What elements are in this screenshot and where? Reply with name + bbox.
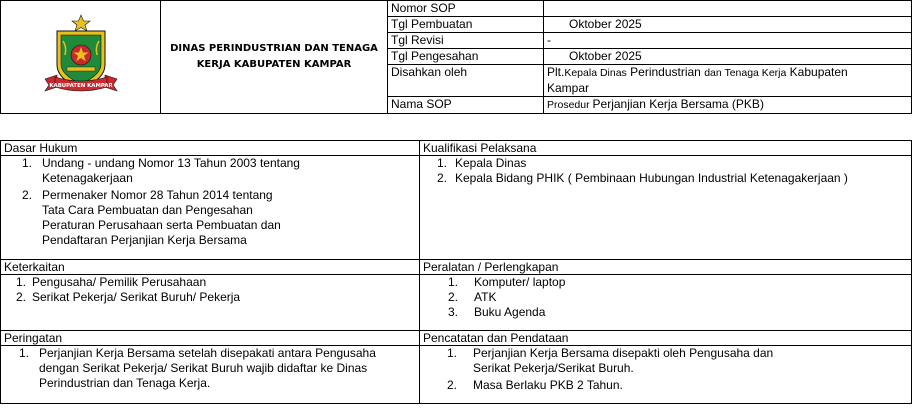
label-nama-sop: Nama SOP: [388, 97, 544, 114]
organization-line-1: DINAS PERINDUSTRIAN DAN TENAGA: [170, 43, 378, 54]
sop-name-part-2: Perjanjian Kerja Bersama (PKB): [592, 97, 764, 111]
peralatan-list: [423, 275, 911, 320]
list-item: [423, 171, 911, 186]
list-number: 1.: [16, 275, 27, 289]
value-tgl-pengesahan: Oktober 2025: [569, 49, 642, 63]
keterkaitan-cell: [1, 275, 420, 331]
list-item: [423, 156, 911, 171]
dasar-hukum-title: Dasar Hukum: [1, 141, 420, 156]
list-text: Tata Cara Pembuatan dan Pengesahan: [42, 203, 253, 217]
list-number: 1.: [22, 156, 33, 170]
kualifikasi-title: Kualifikasi Pelaksana: [420, 141, 912, 156]
kualifikasi-cell: [420, 156, 912, 260]
organization-line-2: KERJA KABUPATEN KAMPAR: [196, 59, 352, 70]
peringatan-title: Peringatan: [1, 331, 420, 346]
keterkaitan-title: Keterkaitan: [1, 260, 420, 275]
list-number: 2.: [448, 290, 459, 304]
list-number: 2.: [16, 290, 27, 304]
logo-cell: [1, 1, 161, 114]
approver-part-4: dan: [704, 67, 722, 79]
kualifikasi-list: [423, 156, 911, 186]
list-text: Perjanjian Kerja Bersama setelah disepakati antara Pengusaha: [39, 346, 376, 360]
label-tgl-revisi: Tgl Revisi: [388, 33, 544, 49]
list-number: 2.: [447, 378, 458, 392]
list-text: Peraturan Perusahaan serta Pembuatan dan: [42, 218, 281, 232]
sop-body-table: [0, 140, 912, 404]
dasar-hukum-list: [4, 156, 419, 248]
list-number: 1.: [447, 346, 458, 360]
approver-part-2: Kepala Dinas: [564, 67, 627, 79]
peringatan-list: [4, 346, 419, 391]
pencatatan-list: [423, 346, 911, 393]
list-item: [423, 346, 911, 376]
peringatan-cell: [1, 346, 420, 404]
list-text: Perindustrian dan Tenaga Kerja.: [39, 376, 211, 390]
list-item: [4, 290, 419, 305]
list-item: [4, 275, 419, 290]
value-tgl-pembuatan-cell: [544, 17, 912, 33]
list-text: Buku Agenda: [474, 305, 546, 319]
list-text: Pengusaha/ Pemilik Perusahaan: [32, 275, 207, 289]
value-nomor-sop: [544, 1, 912, 17]
sop-name-part-1: Prosedur: [547, 99, 593, 111]
label-disahkan-oleh: Disahkan oleh: [388, 65, 544, 97]
keterkaitan-list: [4, 275, 419, 305]
list-text: Perjanjian Kerja Bersama disepakti oleh Pengusaha dan: [473, 346, 774, 360]
list-text: Undang - undang Nomor 13 Tahun 2003 tentang: [42, 156, 300, 170]
list-number: 2.: [22, 188, 33, 202]
list-item: [4, 156, 419, 186]
organization-name: [161, 1, 388, 114]
list-text: Permenaker Nomor 28 Tahun 2014 tentang: [42, 188, 273, 202]
list-number: 3.: [448, 305, 459, 319]
kampar-regency-logo: [35, 13, 127, 97]
logo-ribbon-text: KABUPATEN KAMPAR: [48, 83, 113, 89]
list-text: ATK: [474, 290, 497, 304]
list-text: Serikat Pekerja/Serikat Buruh.: [473, 361, 634, 375]
list-text: dengan Serikat Pekerja/ Serikat Buruh wajib didaftar ke Dinas: [39, 361, 368, 375]
pencatatan-cell: [420, 346, 912, 404]
list-text: Komputer/ laptop: [474, 275, 566, 289]
list-number: 1.: [19, 346, 30, 360]
approver-part-7: Kampar: [547, 81, 590, 95]
list-text: Kepala Bidang PHIK ( Pembinaan Hubungan Industrial Ketenagakerjaan ): [455, 171, 848, 185]
list-text: Ketenagakerjaan: [42, 171, 133, 185]
peralatan-cell: [420, 275, 912, 331]
list-text: Pendaftaran Perjanjian Kerja Bersama: [42, 233, 247, 247]
value-tgl-revisi: -: [544, 33, 912, 49]
label-nomor-sop: Nomor SOP: [388, 1, 544, 17]
approver-part-1: Plt.: [547, 65, 565, 79]
label-tgl-pembuatan: Tgl Pembuatan: [388, 17, 544, 33]
list-number: 2.: [437, 171, 448, 185]
list-item: [4, 346, 419, 391]
list-text: Serikat Pekerja/ Serikat Buruh/ Pekerja: [32, 290, 241, 304]
pencatatan-title: Pencatatan dan Pendataan: [420, 331, 912, 346]
list-item: [423, 290, 911, 305]
list-item: [423, 305, 911, 320]
label-tgl-pengesahan: Tgl Pengesahan: [388, 49, 544, 65]
approver-part-5: Tenaga Kerja: [721, 67, 787, 79]
value-disahkan-oleh: [544, 65, 912, 97]
list-text: Kepala Dinas: [455, 156, 527, 170]
value-nama-sop: [544, 97, 912, 114]
list-text: Masa Berlaku PKB 2 Tahun.: [473, 378, 623, 392]
peralatan-title: Peralatan / Perlengkapan: [420, 260, 912, 275]
approver-part-3: Perindustrian: [626, 65, 705, 79]
approver-part-6: Kabupaten: [786, 65, 848, 79]
value-tgl-pengesahan-cell: [544, 49, 912, 65]
list-item: [4, 188, 419, 248]
list-item: [423, 378, 911, 393]
list-number: 1.: [448, 275, 459, 289]
sop-header-table: [0, 0, 912, 114]
dasar-hukum-cell: [1, 156, 420, 260]
list-item: [423, 275, 911, 290]
value-tgl-pembuatan: Oktober 2025: [569, 17, 642, 31]
list-number: 1.: [437, 156, 448, 170]
